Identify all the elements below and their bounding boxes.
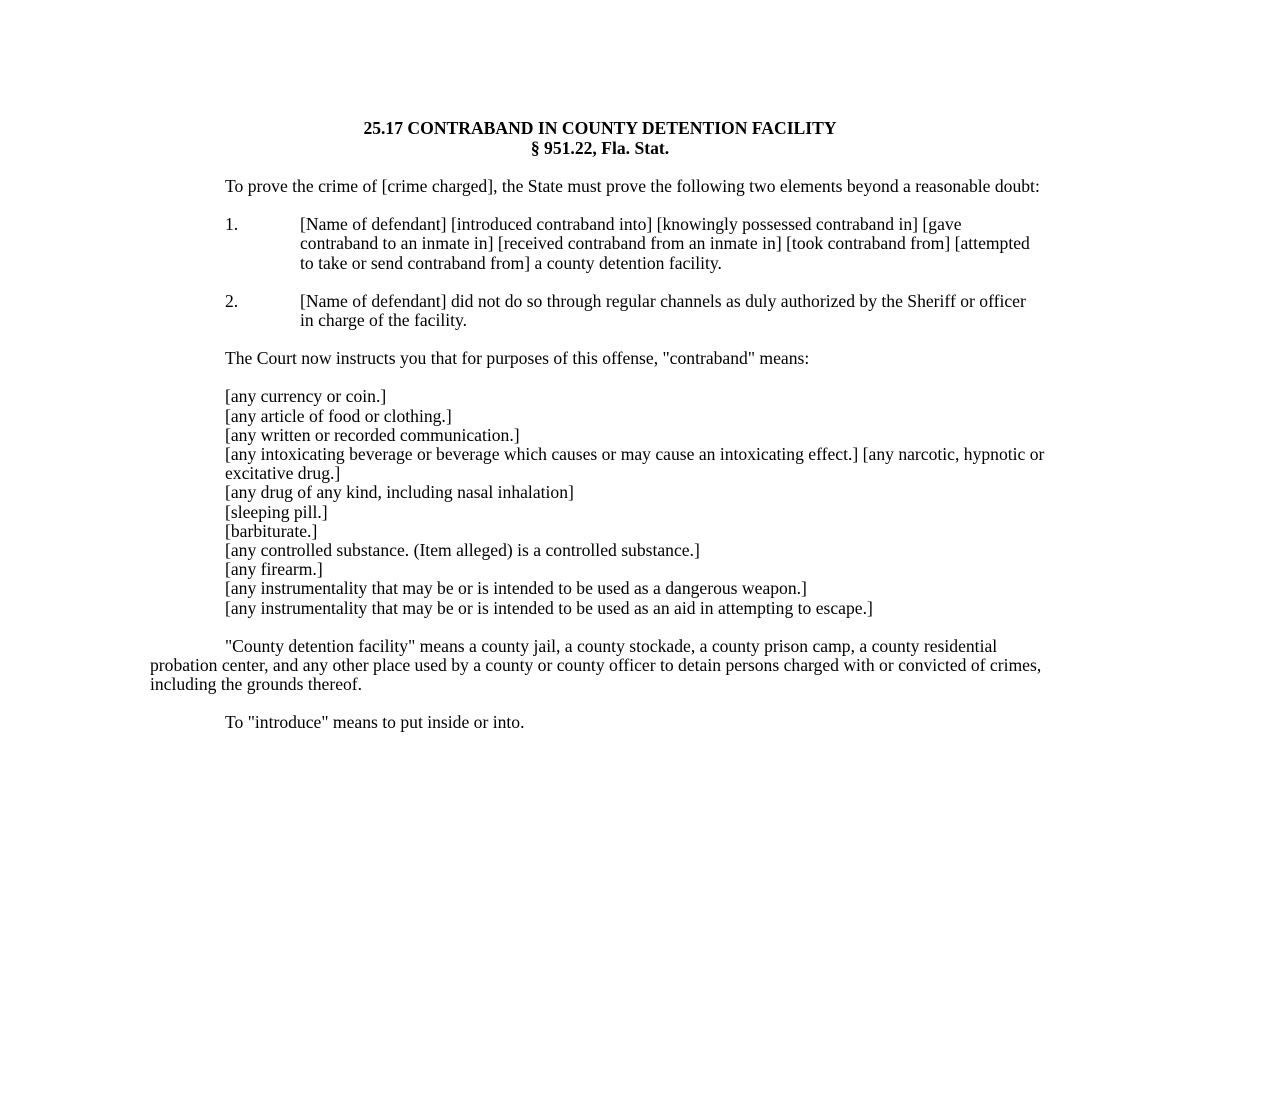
element-text: [Name of defendant] [introduced contraband into] [knowingly possessed contraband in] [gave contraband to an inmate in] [received contraband from an inmate in] [took contraband from] [attempted to take or send contraband from] a county detention facility. [300, 214, 1030, 273]
list-item: [any instrumentality that may be or is intended to be used as an aid in attempting to escape.] [225, 597, 873, 618]
list-item: [any firearm.] [225, 559, 323, 580]
list-item: [any controlled substance. (Item alleged) is a controlled substance.] [225, 540, 700, 561]
list-item: [any written or recorded communication.] [225, 424, 520, 445]
element-item [225, 292, 1030, 330]
facility-definition-paragraph: "County detention facility" means a county jail, a county stockade, a county prison camp, a county residential probation center, and any other place used by a county or county officer to detain persons charged with or convicted of crimes, including the grounds thereof. [150, 635, 1042, 695]
contraband-intro-paragraph: The Court now instructs you that for purposes of this offense, "contraband" means: [225, 348, 810, 369]
heading [150, 118, 1050, 158]
list-item: [sleeping pill.] [225, 501, 328, 522]
element-number: 1. [225, 214, 239, 235]
introduce-definition-paragraph: To "introduce" means to put inside or into. [225, 712, 525, 733]
list-item: [any drug of any kind, including nasal inhalation] [225, 482, 574, 503]
document-page [150, 118, 1050, 733]
list-item: [any intoxicating beverage or beverage which causes or may cause an intoxicating effect.] [any narcotic, hypnotic or excitative drug.] [225, 444, 1045, 484]
element-text: [Name of defendant] did not do so through regular channels as duly authorized by the Sheriff or officer in charge of the facility. [300, 290, 1026, 331]
list-item: [barbiturate.] [225, 520, 318, 541]
contraband-list [225, 387, 1050, 617]
element-number: 2. [225, 290, 239, 311]
list-item: [any article of food or clothing.] [225, 405, 452, 426]
intro-paragraph: To prove the crime of [crime charged], the State must prove the following two elements beyond a reasonable doubt: [225, 176, 1040, 196]
element-item [225, 215, 1030, 273]
page-title: 25.17 CONTRABAND IN COUNTY DETENTION FACILITY [363, 118, 837, 138]
list-item: [any instrumentality that may be or is intended to be used as a dangerous weapon.] [225, 578, 807, 599]
statute-citation: § 951.22, Fla. Stat. [530, 138, 670, 158]
list-item: [any currency or coin.] [225, 386, 387, 407]
